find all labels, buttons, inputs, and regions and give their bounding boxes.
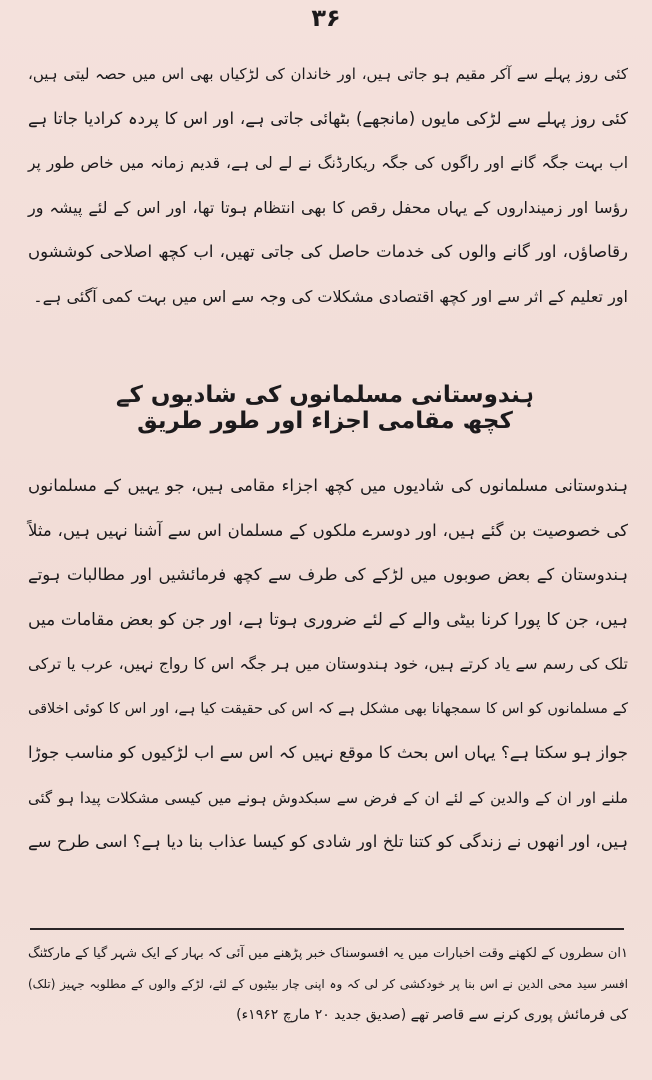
text-line: کی خصوصیت بن گئے ہیں، اور دوسرے ملکوں کے مسلمان اس سے آشنا نہیں ہیں، مثلاً [28,520,628,540]
text-line: ملنے اور ان کے والدین کے لئے ان کے فرض سے سبکدوش ہونے میں کیسی مشکلات پیدا ہو گئی [28,788,628,807]
text-line: ہندوستانی مسلمانوں کی شادیوں میں کچھ اجزاء مقامی ہیں، جو یہیں کے مسلمانوں [28,476,628,495]
footnote-line: افسر سید محی الدین نے اس بنا پر خودکشی کر لی کہ وہ اپنی چار بیٹیوں کے لئے، لڑکے والوں کے مطلوبہ جہیز (تلک) [28,977,628,991]
text-line: کئی روز پہلے سے لڑکی مایوں (مانجھے) بٹھائی جاتی ہے، اور اس کا پردہ کرادیا جاتا ہے [28,108,628,128]
footnote [28,938,628,1031]
footnote-divider [30,928,624,930]
text-line: کے مسلمانوں کو اس کا سمجھانا بھی مشکل ہے کہ اس کی حقیقت کیا ہے، اور اس کا کوئی اخلاقی [28,700,628,717]
text-line: جواز ہو سکتا ہے؟ یہاں اس بحث کا موقع نہیں کہ اس سے اب لڑکیوں کو مناسب جوڑا [28,743,628,762]
text-line: ہیں، اور انھوں نے زندگی کو کتنا تلخ اور شادی کو کیسا عذاب بنا دیا ہے؟ اسی طرح سے [28,832,628,851]
text-line: تلک کی رسم سے یاد کرتے ہیں، خود ہندوستان میں ہر جگہ اس کا رواج نہیں، عرب یا ترکی [28,655,628,673]
text-line: اور تعلیم کے اثر سے اور کچھ اقتصادی مشکلات کی وجہ سے اس میں بہت کمی آگئی ہے۔ [33,286,628,306]
section-heading: ہندوستانی مسلمانوں کی شادیوں کے کچھ مقامی اجزاء اور طور طریق [115,382,535,434]
text-line: کئی روز پہلے سے آکر مقیم ہو جاتی ہیں، اور خاندان کی لڑکیاں بھی اس میں حصہ لیتی ہیں، [28,65,628,83]
text-line: ہیں، جن کا پورا کرنا بیٹی والے کے لئے ضروری ہوتا ہے، اور جن کو بعض مقامات میں [28,609,628,630]
footnote-line: ۱ان سطروں کے لکھنے وقت اخبارات میں یہ افسوسناک خبر پڑھنے میں آئی کہ بہار کے ایک شہر گیا کے مارکٹنگ [28,946,628,961]
footnote-line: کی فرمائش پوری کرنے سے قاصر تھے (صدیق جدید ۲۰ مارچ ۱۹۶۲ء) [236,1007,628,1023]
paragraph-customs [28,52,628,319]
text-line: رقاصاؤں، اور گانے والوں کی خدمات حاصل کی جاتی تھیں، اب کچھ اصلاحی کوششوں [28,242,628,261]
paragraph-local-elements [28,464,628,865]
page-number: ۳۶ [311,4,341,32]
text-line: ہندوستان کے بعض صوبوں میں لڑکے کی طرف سے کچھ فرمائشیں اور مطالبات ہوتے [28,565,628,584]
text-line: رؤسا اور زمینداروں کے یہاں محفل رقص کا بھی انتظام ہوتا تھا، اور اس کے لئے پیشہ ور [28,197,628,217]
text-line: اب بہت جگہ گانے اور راگوں کی جگہ ریکارڈنگ نے لے لی ہے، قدیم زمانہ میں خاص طور پر [28,154,628,172]
